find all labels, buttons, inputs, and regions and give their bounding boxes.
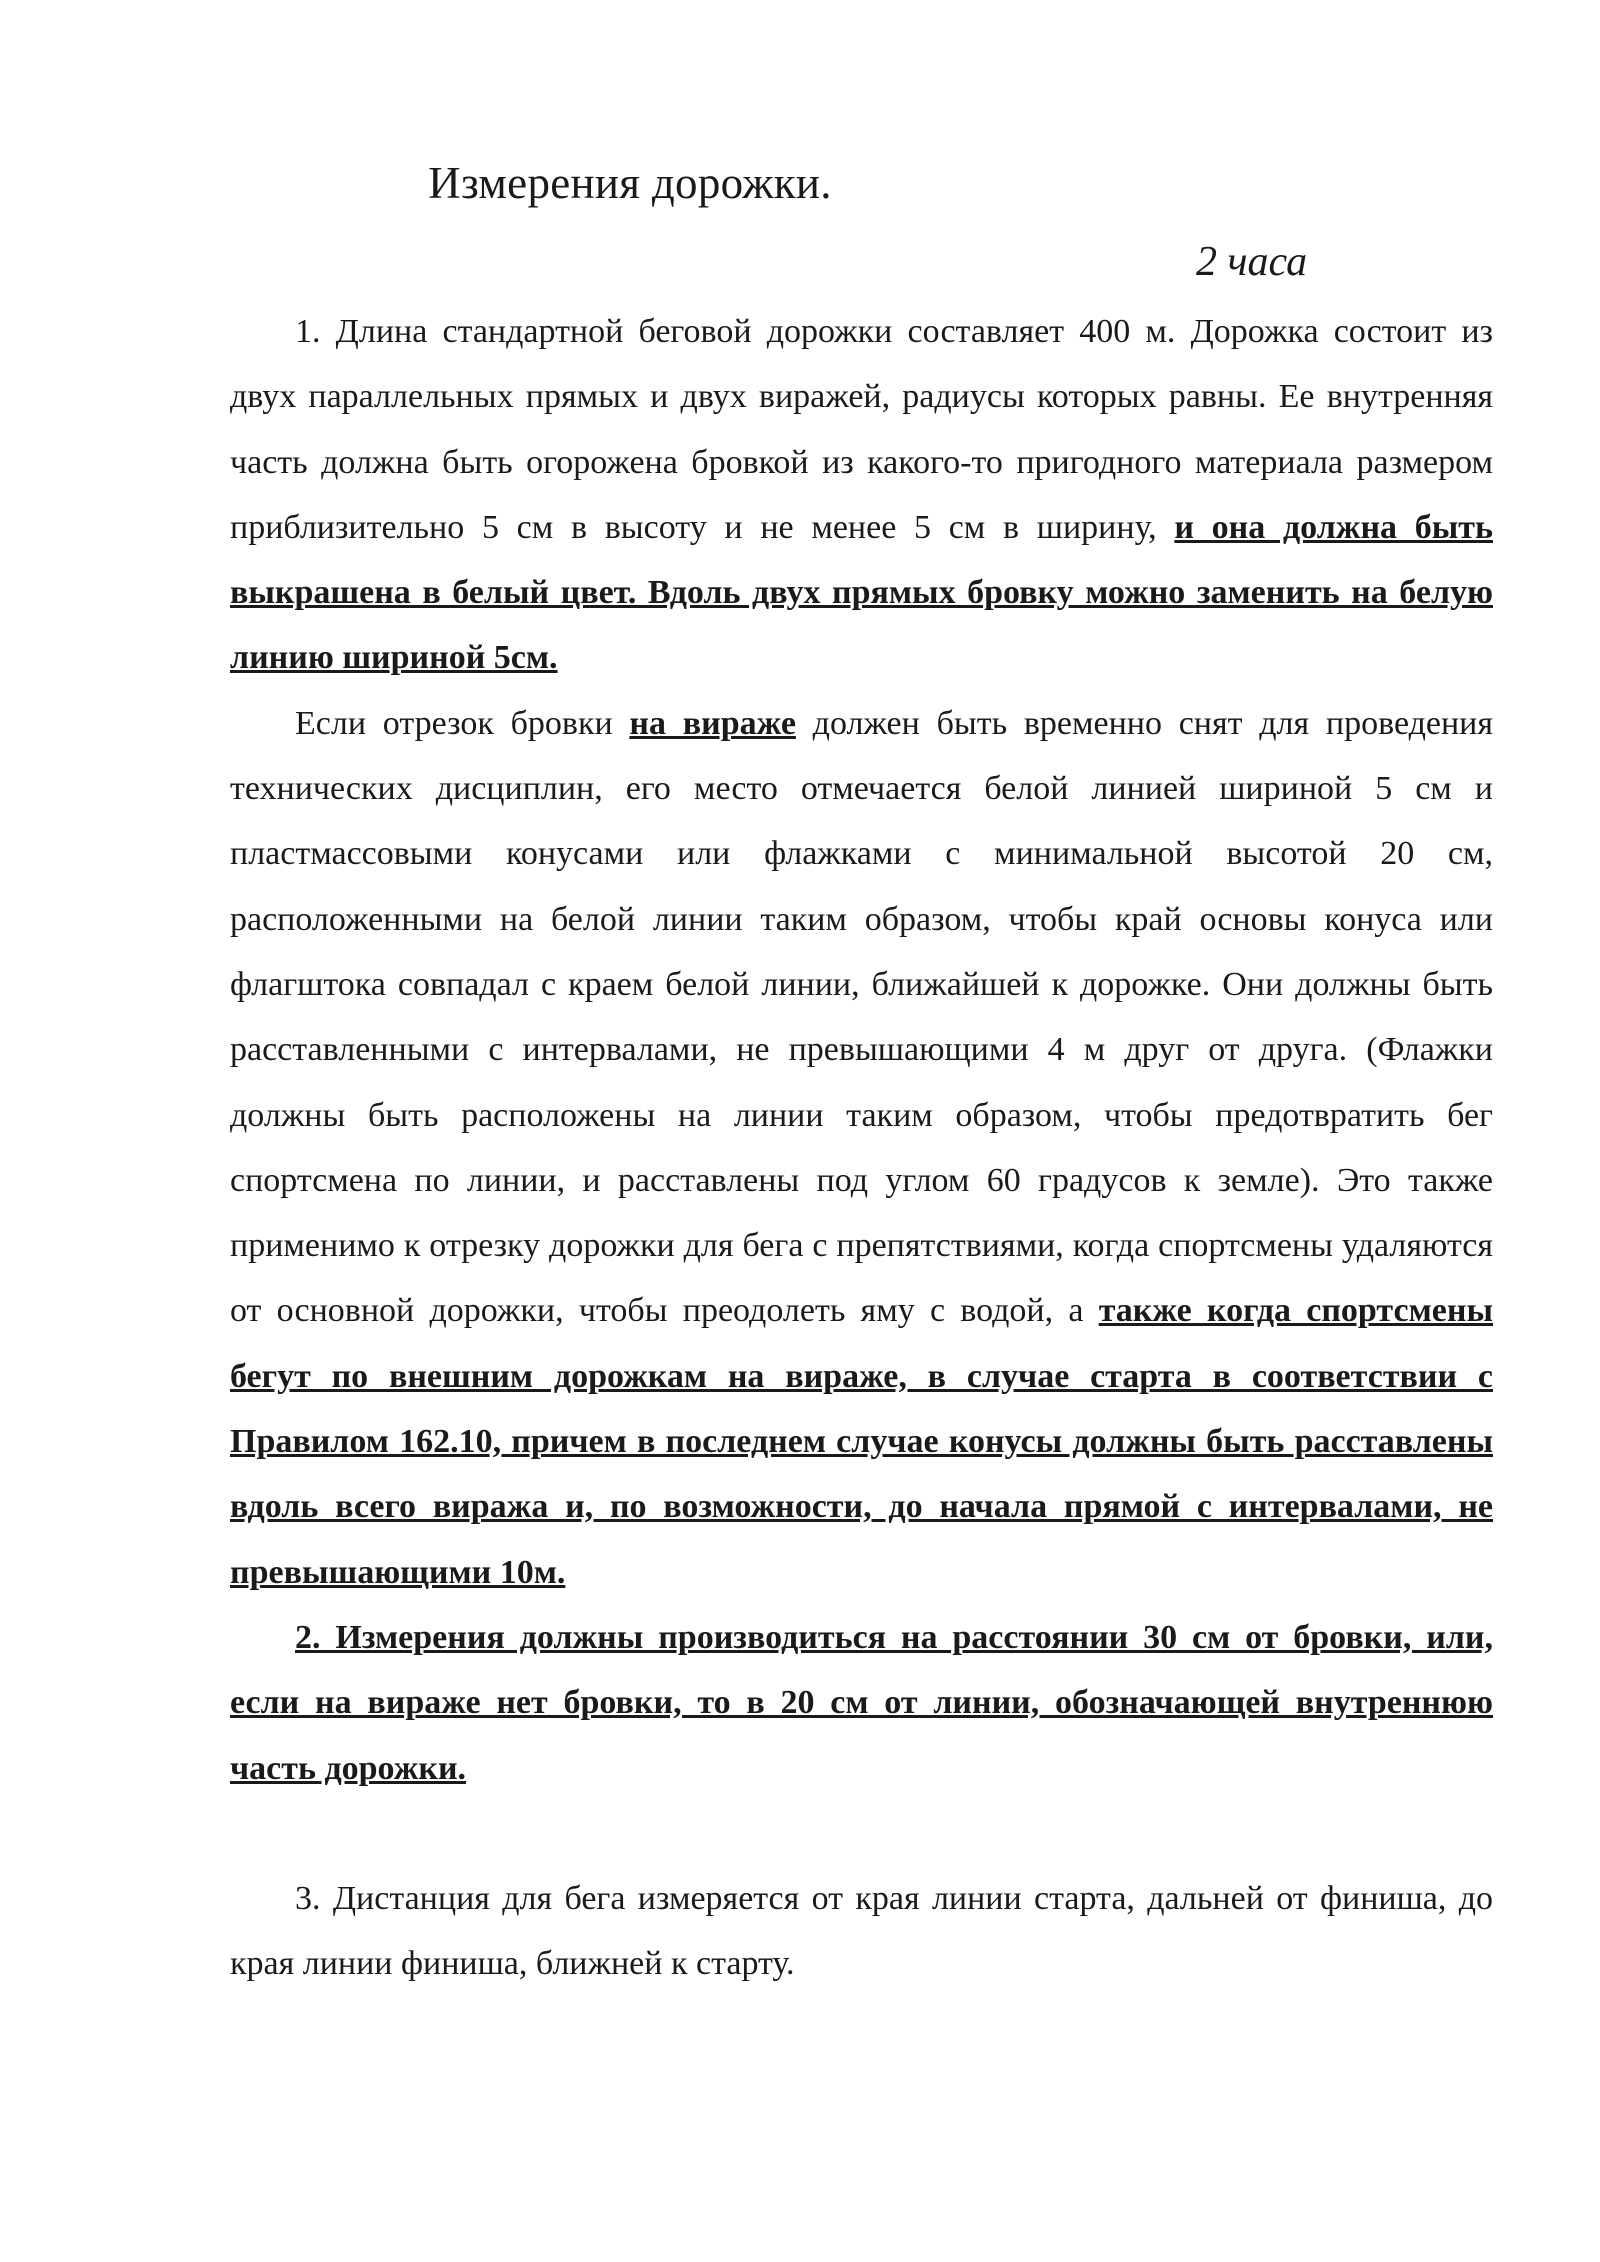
page-title-text: Измерения дорожки. <box>428 158 832 208</box>
paragraph-2 <box>230 691 1493 1605</box>
paragraph-spacer <box>230 1801 1493 1866</box>
paragraph-2-inline-emphasis: на вираже <box>629 704 796 742</box>
paragraph-3 <box>230 1605 1493 1801</box>
paragraph-1 <box>230 299 1493 691</box>
duration-label: 2 часа <box>1196 239 1308 285</box>
paragraph-2-text-middle: должен быть временно снят для проведения технических дисциплин, его место отмечается белой линией шириной 5 см и пластмассовыми конусами или флажками с минимальной высотой 20 см, расположенными на белой линии таким образом, чтобы край основы конуса или флагштока совпадал с краем белой линии, ближайшей к дорожке. Они должны быть расставленными с интервалами, не превышающими 4 м друг от друга. (Флажки должны быть расположены на линии таким образом, чтобы предотвратить бег спортсмена по линии, и расставлены под углом 60 градусов к земле). Это также применимо к отрезку дорожки для бега с препятствиями, когда спортсмены удаляются от основной дорожки, чтобы преодолеть яму с водой, а <box>230 704 1494 1330</box>
paragraph-3-emphasis: 2. Измерения должны производиться на расстоянии 30 см от бровки, или, если на вираже нет бровки, то в 20 см от линии, обозначающей внутреннюю часть дорожки. <box>230 1618 1493 1787</box>
paragraph-1-emphasis: и она должна быть выкрашена в белый цвет. Вдоль двух прямых бровку можно заменить на белую линию шириной 5см. <box>230 508 1493 677</box>
paragraph-2-text-start: Если отрезок бровки <box>295 704 630 742</box>
page-title <box>0 153 1600 213</box>
paragraph-2-emphasis: также когда спортсмены бегут по внешним дорожкам на вираже, в случае старта в соответствии с Правилом 162.10, причем в последнем случае конусы должны быть расставлены вдоль всего виража и, по возможности, до начала прямой с интервалами, не превышающими 10м. <box>230 1292 1493 1591</box>
paragraph-4-text: 3. Дистанция для бега измеряется от края линии старта, дальней от финиша, до края линии финиша, ближней к старту. <box>230 1879 1493 1983</box>
document-body <box>230 299 1493 1996</box>
paragraph-1-text: 1. Длина стандартной беговой дорожки составляет 400 м. Дорожка состоит из двух параллельных прямых и двух виражей, радиусы которых равны. Ее внутренняя часть должна быть огорожена бровкой из какого-то пригодного материала размером приблизительно 5 см в высоту и не менее 5 см в ширину, <box>230 313 1493 546</box>
paragraph-4 <box>230 1866 1493 1997</box>
